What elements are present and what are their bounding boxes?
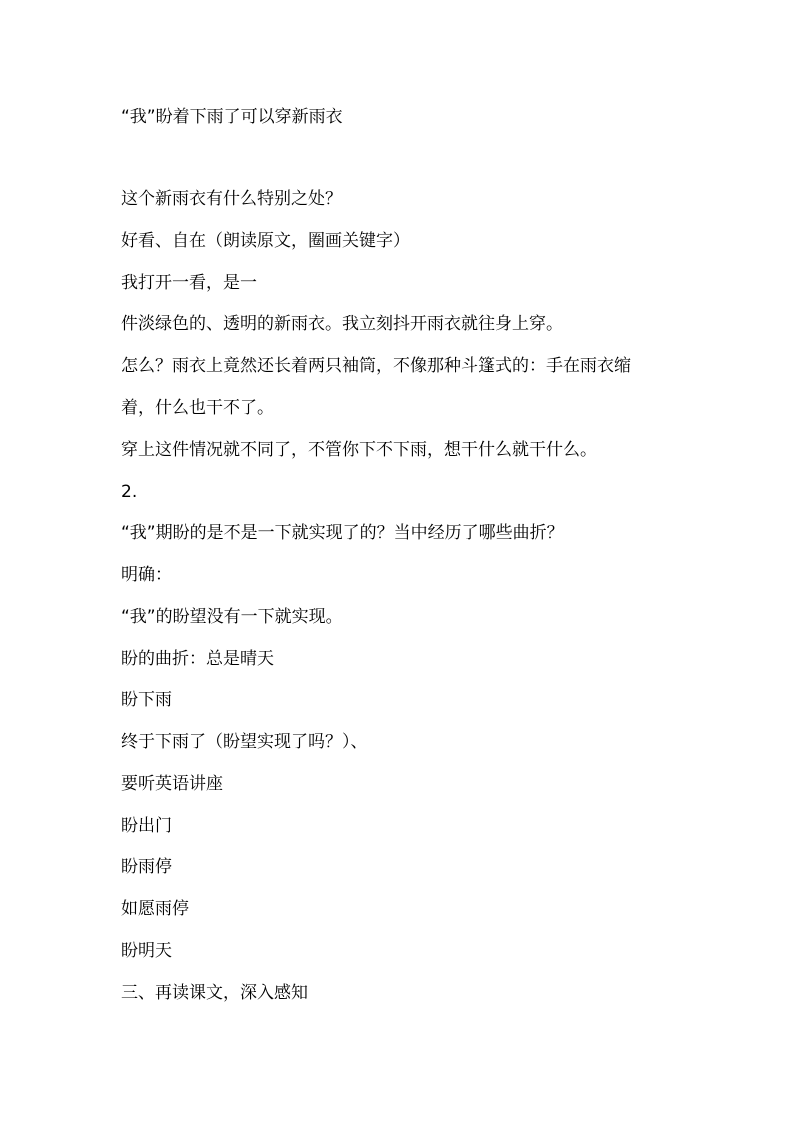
quote-line: 着，什么也干不了。 bbox=[121, 398, 274, 418]
list-item: 终于下雨了（盼望实现了吗？）、 bbox=[121, 732, 368, 752]
quote-line: 我打开一看，是一 bbox=[121, 273, 257, 293]
quote-line: 穿上这件情况就不同了，不管你下不下雨，想干什么就干什么。 bbox=[121, 440, 597, 460]
answer-line: “我”的盼望没有一下就实现。 bbox=[121, 607, 343, 627]
list-item: 盼出门 bbox=[121, 816, 172, 836]
list-item: 如愿雨停 bbox=[121, 899, 189, 919]
answer-line: 好看、自在（朗读原文，圈画关键字） bbox=[121, 231, 410, 251]
quote-line: 件淡绿色的、透明的新雨衣。我立刻抖开雨衣就往身上穿。 bbox=[121, 314, 563, 334]
question-line: 这个新雨衣有什么特别之处？ bbox=[121, 189, 342, 209]
item-number: 2. bbox=[121, 482, 138, 502]
heading-line: “我”盼着下雨了可以穿新雨衣 bbox=[121, 107, 343, 127]
quote-line: 怎么？雨衣上竟然还长着两只袖筒，不像那种斗篷式的：手在雨衣缩 bbox=[121, 356, 631, 376]
question-line: “我”期盼的是不是一下就实现了的？当中经历了哪些曲折？ bbox=[121, 523, 564, 543]
section-heading: 三、再读课文，深入感知 bbox=[121, 983, 308, 1003]
list-item: 盼的曲折：总是晴天 bbox=[121, 649, 274, 669]
list-item: 要听英语讲座 bbox=[121, 774, 223, 794]
list-item: 盼下雨 bbox=[121, 690, 172, 710]
list-item: 盼明天 bbox=[121, 941, 172, 961]
label-line: 明确： bbox=[121, 565, 172, 585]
list-item: 盼雨停 bbox=[121, 857, 172, 877]
